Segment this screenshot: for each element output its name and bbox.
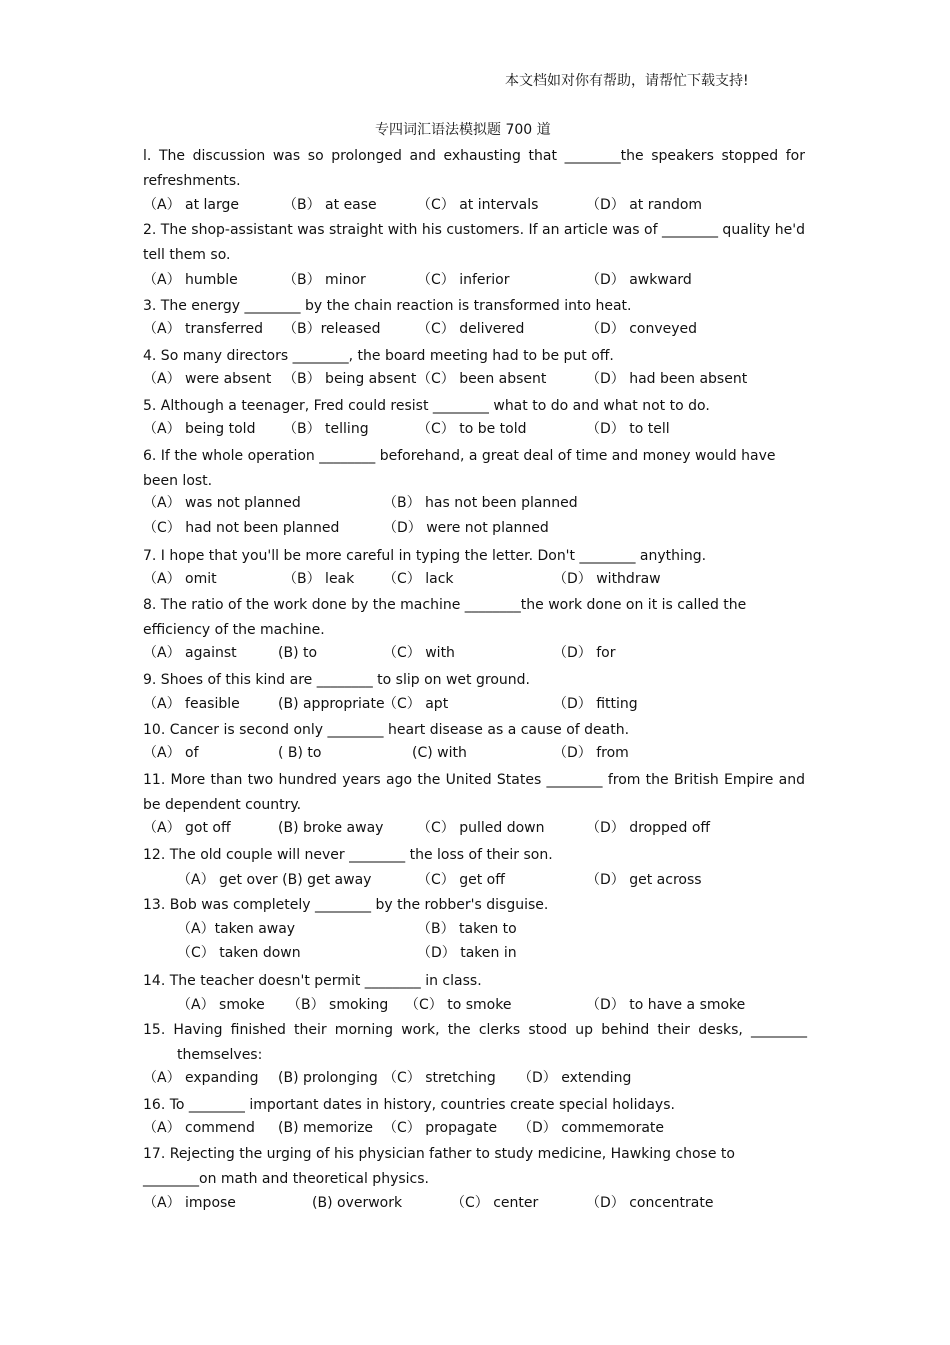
option-a: （A） get over (B) get away bbox=[177, 872, 372, 888]
header-note: 本文档如对你有帮助，请帮忙下载支持! bbox=[505, 73, 749, 89]
question-stem: 9. Shoes of this kind are ________ to slip on wet ground. bbox=[143, 672, 530, 688]
option-d: （D） for bbox=[553, 645, 616, 661]
option-c: （C） taken down bbox=[177, 945, 301, 961]
option-d: （D） at random bbox=[586, 197, 703, 213]
question-stem: 6. If the whole operation ________ beforehand, a great deal of time and money would have been lost. bbox=[143, 448, 776, 489]
option-d: （D） extending bbox=[518, 1070, 632, 1086]
option-a: （A） got off bbox=[143, 820, 231, 836]
option-c: （C） lack bbox=[383, 571, 454, 587]
option-a: （A） were absent bbox=[143, 371, 272, 387]
option-d: （D） to tell bbox=[586, 421, 670, 437]
option-c: （C） to be told bbox=[417, 421, 527, 437]
option-d: （D） awkward bbox=[586, 272, 692, 288]
option-a: （A） commend bbox=[143, 1120, 255, 1136]
option-c: （C） inferior bbox=[417, 272, 510, 288]
option-c: （C） stretching bbox=[383, 1070, 496, 1086]
option-d: （D） taken in bbox=[417, 945, 517, 961]
option-d: （D） withdraw bbox=[553, 571, 661, 587]
question-stem: 7. I hope that you'll be more careful in typing the letter. Don't ________ anything. bbox=[143, 548, 707, 564]
question-stem: 5. Although a teenager, Fred could resist ________ what to do and what not to do. bbox=[143, 398, 710, 414]
option-c: （C） propagate bbox=[383, 1120, 498, 1136]
option-a: （A） expanding bbox=[143, 1070, 259, 1086]
question-stem: 16. To ________ important dates in history, countries create special holidays. bbox=[143, 1097, 675, 1113]
question-stem: 17. Rejecting the urging of his physician father to study medicine, Hawking chose to ________on math and theoretical physics. bbox=[143, 1146, 735, 1187]
question-stem: 11. More than two hundred years ago the United States ________ from the British Empire and be dependent country. bbox=[143, 772, 805, 813]
option-c: （C） center bbox=[451, 1195, 539, 1211]
question-stem: l. The discussion was so prolonged and exhausting that ________the speakers stopped for refreshments. bbox=[143, 148, 805, 189]
option-d: （D） conveyed bbox=[586, 321, 698, 337]
option-a: （A） impose bbox=[143, 1195, 236, 1211]
option-b: （B） leak bbox=[283, 571, 355, 587]
option-c: （C） pulled down bbox=[417, 820, 545, 836]
option-b: （B） smoking bbox=[287, 997, 389, 1013]
option-d: （D） dropped off bbox=[586, 820, 711, 836]
option-c: （C） apt bbox=[383, 696, 449, 712]
option-a: （A） against bbox=[143, 645, 237, 661]
option-d: （D） concentrate bbox=[586, 1195, 714, 1211]
option-a: （A） at large bbox=[143, 197, 240, 213]
option-b: （B） minor bbox=[283, 272, 366, 288]
option-b: (B) memorize bbox=[278, 1120, 374, 1136]
question-stem: 15. Having finished their morning work, the clerks stood up behind their desks, ________ bbox=[143, 1022, 807, 1038]
question-stem: 4. So many directors ________, the board meeting had to be put off. bbox=[143, 348, 614, 364]
option-b: （B） taken to bbox=[417, 921, 517, 937]
option-b: (B) broke away bbox=[278, 820, 384, 836]
question-stem: 10. Cancer is second only ________ heart disease as a cause of death. bbox=[143, 722, 630, 738]
option-a: （A） of bbox=[143, 745, 199, 761]
option-c: （C） with bbox=[383, 645, 455, 661]
option-d: （D） were not planned bbox=[383, 520, 549, 536]
question-stem: 8. The ratio of the work done by the machine ________the work done on it is called the efficiency of the machine. bbox=[143, 597, 747, 638]
option-b: （B） at ease bbox=[283, 197, 377, 213]
option-b: （B）released bbox=[283, 321, 381, 337]
option-d: （D） had been absent bbox=[586, 371, 748, 387]
option-c: （C） been absent bbox=[417, 371, 547, 387]
option-c: （C） to smoke bbox=[405, 997, 512, 1013]
option-b: (B) overwork bbox=[312, 1195, 403, 1211]
question-stem: 3. The energy ________ by the chain reaction is transformed into heat. bbox=[143, 298, 632, 314]
option-a: （A） smoke bbox=[177, 997, 265, 1013]
option-a: （A）taken away bbox=[177, 921, 296, 937]
option-a: （A） was not planned bbox=[143, 495, 301, 511]
option-d: （D） to have a smoke bbox=[586, 997, 746, 1013]
option-a: （A） humble bbox=[143, 272, 238, 288]
option-c: （C） delivered bbox=[417, 321, 525, 337]
option-b: （B） telling bbox=[283, 421, 369, 437]
option-b: ( B) to bbox=[278, 745, 322, 761]
option-d: （D） commemorate bbox=[518, 1120, 665, 1136]
option-b: (B) prolonging bbox=[278, 1070, 378, 1086]
option-c: （C） get off bbox=[417, 872, 505, 888]
option-a: （A） feasible bbox=[143, 696, 240, 712]
question-stem: 12. The old couple will never ________ the loss of their son. bbox=[143, 847, 553, 863]
option-c: （C） had not been planned bbox=[143, 520, 340, 536]
option-a: （A） transferred bbox=[143, 321, 264, 337]
option-d: （D） from bbox=[553, 745, 629, 761]
question-stem: 14. The teacher doesn't permit ________ in class. bbox=[143, 973, 482, 989]
page-title: 专四词汇语法模拟题 700 道 bbox=[375, 122, 551, 138]
option-b: （B） being absent bbox=[283, 371, 417, 387]
option-d: （D） get across bbox=[586, 872, 702, 888]
option-b: (B) to bbox=[278, 645, 318, 661]
option-b: （B） has not been planned bbox=[383, 495, 578, 511]
option-c: (C) with bbox=[412, 745, 467, 761]
option-b: (B) appropriate bbox=[278, 696, 385, 712]
option-d: （D） fitting bbox=[553, 696, 638, 712]
question-stem-continuation: themselves: bbox=[177, 1047, 263, 1063]
question-stem: 2. The shop-assistant was straight with his customers. If an article was of ________ quality he'd tell them so. bbox=[143, 222, 805, 263]
option-a: （A） being told bbox=[143, 421, 256, 437]
question-stem: 13. Bob was completely ________ by the robber's disguise. bbox=[143, 897, 549, 913]
option-a: （A） omit bbox=[143, 571, 217, 587]
option-c: （C） at intervals bbox=[417, 197, 539, 213]
